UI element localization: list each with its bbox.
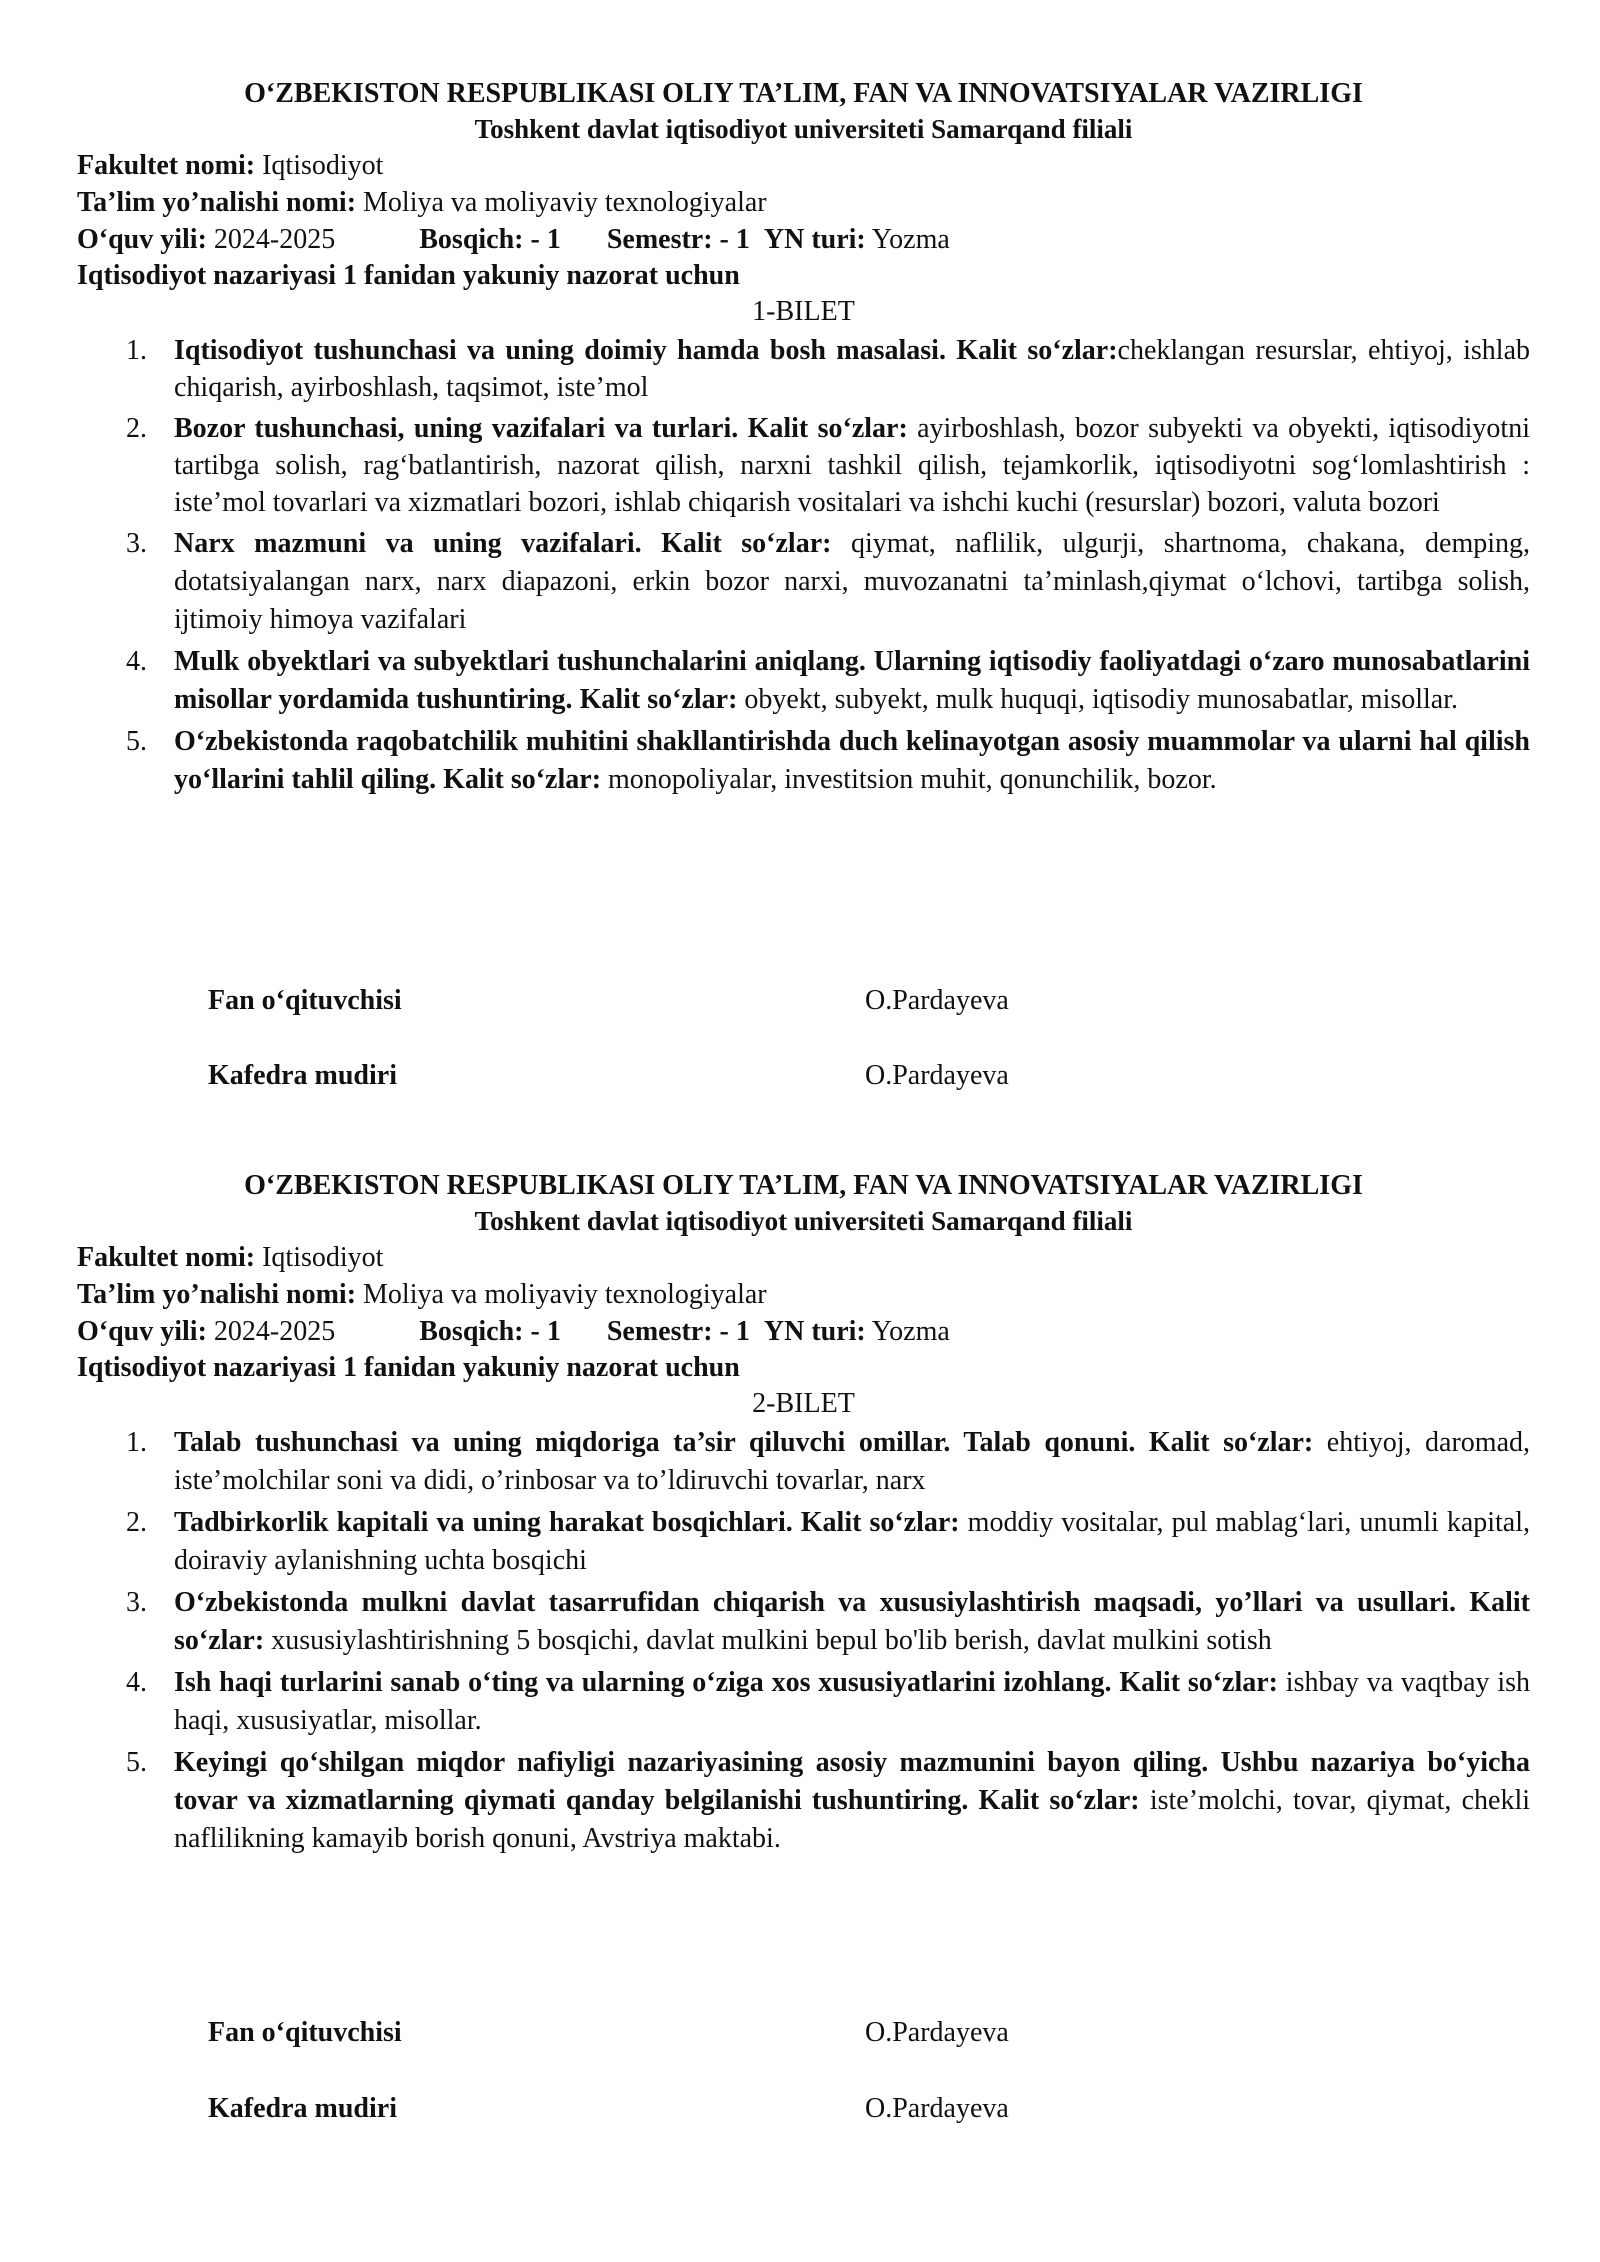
direction-value: Moliya va moliyaviy texnologiyalar [363,187,767,218]
question-number: 5. [126,726,147,757]
question-keywords: xususiylashtirishning 5 bosqichi, davlat mulkini bepul bo'lib berish, davlat mulkini sotish [271,1625,1272,1656]
keywords-label: Kalit so‘zlar: [661,528,832,559]
exam-purpose: Iqtisodiyot nazariyasi 1 fanidan yakuniy nazorat uchun [77,260,740,291]
question-item [77,525,1530,639]
teacher-name: O.Pardayeva [865,2017,1009,2048]
ticket-number: 2-BILET [752,1388,855,1419]
question-item [77,643,1530,719]
question-title: Keyingi qo‘shilgan miqdor nafiyligi nazariyasining asosiy mazmunini bayon qiling. Ushbu nazariya bo‘yicha tovar va xizmatlarning qiymati qanday belgilanishi tushuntiring. [174,1747,1530,1816]
question-item [77,1504,1530,1580]
faculty-label: Fakultet nomi: [77,150,256,181]
question-number: 4. [126,1667,147,1698]
question-number: 1. [126,335,147,366]
question-keywords: monopoliyalar, investitsion muhit, qonunchilik, bozor. [608,764,1217,795]
keywords-label: Kalit so‘zlar: [579,684,738,715]
question-number: 3. [126,1587,147,1618]
keywords-label: Kalit so‘zlar: [174,1587,1531,1656]
direction-label: Ta’lim yo’nalishi nomi: [77,1279,357,1310]
department-head-name: O.Pardayeva [865,1060,1009,1091]
question-keywords: iste’molchi, tovar, qiymat, chekli naflilikning kamayib borish qonuni, Avstriya maktabi. [174,1785,1531,1854]
question-keywords: ehtiyoj, daromad, iste’molchilar soni va didi, o’rinbosar va to’ldiruvchi tovarlar, narx [174,1427,1531,1496]
semester-value: Semestr: - 1 [606,1316,750,1347]
department-head-label: Kafedra mudiri [208,2093,397,2124]
ministry-heading: O‘ZBEKISTON RESPUBLIKASI OLIY TA’LIM, FAN VA INNOVATSIYALAR VAZIRLIGI [244,78,1363,109]
question-title: Iqtisodiyot tushunchasi va uning doimiy hamda bosh masalasi. [174,335,946,366]
question-keywords: ishbay va vaqtbay ish haqi, xususiyatlar, misollar. [174,1667,1531,1736]
keywords-label: Kalit so‘zlar: [1119,1667,1278,1698]
keywords-label: Kalit so‘zlar: [956,335,1118,366]
keywords-label: Kalit so‘zlar: [747,413,908,444]
exam-ticket-2 [77,1168,1530,1862]
faculty-line [77,147,1530,184]
question-item [77,1584,1530,1660]
question-item [77,1744,1530,1858]
faculty-label: Fakultet nomi: [77,1242,256,1273]
exam-purpose: Iqtisodiyot nazariyasi 1 fanidan yakuniy nazorat uchun [77,1352,740,1383]
keywords-label: Kalit so‘zlar: [800,1507,960,1538]
exam-type-label: YN turi: [763,224,866,255]
question-number: 4. [126,646,147,677]
question-keywords: cheklangan resurslar, ehtiyoj, ishlab chiqarish, ayirboshlash, taqsimot, iste’mol [174,335,1531,403]
year-label: O‘quv yili: [77,224,207,255]
year-label: O‘quv yili: [77,1316,207,1347]
teacher-label: Fan o‘qituvchisi [208,2017,402,2048]
question-number: 5. [126,1747,147,1778]
keywords-label: Kalit so‘zlar: [1148,1427,1314,1458]
ministry-heading: O‘ZBEKISTON RESPUBLIKASI OLIY TA’LIM, FAN VA INNOVATSIYALAR VAZIRLIGI [244,1170,1363,1201]
question-keywords: qiymat, naflilik, ulgurji, shartnoma, chakana, demping, dotatsiyalangan narx, narx diapazoni, erkin bozor narxi, muvozanatni ta’minlash,qiymat o‘lchovi, tartibga solish, ijtimoiy himoya vazifalari [174,528,1531,635]
question-keywords: obyekt, subyekt, mulk huquqi, iqtisodiy munosabatlar, misollar. [744,684,1459,715]
department-head-label: Kafedra mudiri [208,1060,397,1091]
question-title: O‘zbekistonda raqobatchilik muhitini shakllantirishda duch kelinayotgan asosiy muammolar va ularni hal qilish yo‘llarini tahlil qiling. [174,726,1530,795]
teacher-label: Fan o‘qituvchisi [208,985,402,1016]
exam-type-label: YN turi: [763,1316,866,1347]
question-title: O‘zbekistonda mulkni davlat tasarrufidan chiqarish va xususiylashtirish maqsadi, yo’llari va usullari. [174,1587,1456,1618]
year-value: 2024-2025 [213,224,336,255]
question-number: 2. [126,413,147,444]
year-value: 2024-2025 [213,1316,336,1347]
direction-label: Ta’lim yo’nalishi nomi: [77,187,357,218]
direction-line [77,1276,1530,1313]
question-title: Mulk obyektlari va subyektlari tushunchalarini aniqlang. Ularning iqtisodiy faoliyatdagi o‘zaro munosabatlarini misollar yordamida tushuntiring. [174,646,1530,715]
question-item [77,410,1530,521]
faculty-value: Iqtisodiyot [262,1242,384,1273]
stage-value: Bosqich: - 1 [419,224,561,255]
university-heading: Toshkent davlat iqtisodiyot universiteti Samarqand filiali [474,114,1133,144]
question-number: 3. [126,528,147,559]
question-title: Ish haqi turlarini sanab o‘ting va ularning o‘ziga xos xususiyatlarini izohlang. [174,1667,1112,1698]
exam-type-value: Yozma [871,224,950,255]
question-list [77,332,1530,799]
question-item [77,332,1530,406]
question-item [77,1424,1530,1500]
direction-line [77,184,1530,221]
teacher-name: O.Pardayeva [865,985,1009,1016]
faculty-line [77,1239,1530,1276]
question-number: 2. [126,1507,147,1538]
exam-ticket-1 [77,76,1530,803]
semester-value: Semestr: - 1 [606,224,750,255]
question-title: Talab tushunchasi va uning miqdoriga ta’sir qiluvchi omillar. Talab qonuni. [174,1427,1136,1458]
ticket-number: 1-BILET [752,296,855,327]
question-number: 1. [126,1427,147,1458]
question-keywords: moddiy vositalar, pul mablag‘lari, unumli kapital, doiraviy aylanishning uchta bosqichi [174,1507,1531,1576]
academic-info-line [77,1313,1530,1350]
question-list [77,1424,1530,1858]
question-title: Tadbirkorlik kapitali va uning harakat bosqichlari. [174,1507,793,1538]
keywords-label: Kalit so‘zlar: [978,1785,1140,1816]
question-item [77,723,1530,799]
university-heading: Toshkent davlat iqtisodiyot universiteti Samarqand filiali [474,1206,1133,1236]
question-title: Bozor tushunchasi, uning vazifalari va turlari. [174,413,739,444]
question-title: Narx mazmuni va uning vazifalari. [174,528,642,559]
question-keywords: ayirboshlash, bozor subyekti va obyekti, iqtisodiyotni tartibga solish, rag‘batlantirish, nazorat qilish, narxni tashkil qilish, tejamkorlik, iqtisodiyotni sog‘lomlashtirish : iste’mol tovarlari va xizmatlari bozori, ishlab chiqarish vositalari va ishchi kuchi (resurslar) bozori, valuta bozori [174,413,1530,518]
keywords-label: Kalit so‘zlar: [443,764,602,795]
stage-value: Bosqich: - 1 [419,1316,561,1347]
faculty-value: Iqtisodiyot [262,150,384,181]
direction-value: Moliya va moliyaviy texnologiyalar [363,1279,767,1310]
question-item [77,1664,1530,1740]
exam-type-value: Yozma [871,1316,950,1347]
academic-info-line [77,221,1530,258]
department-head-name: O.Pardayeva [865,2093,1009,2124]
